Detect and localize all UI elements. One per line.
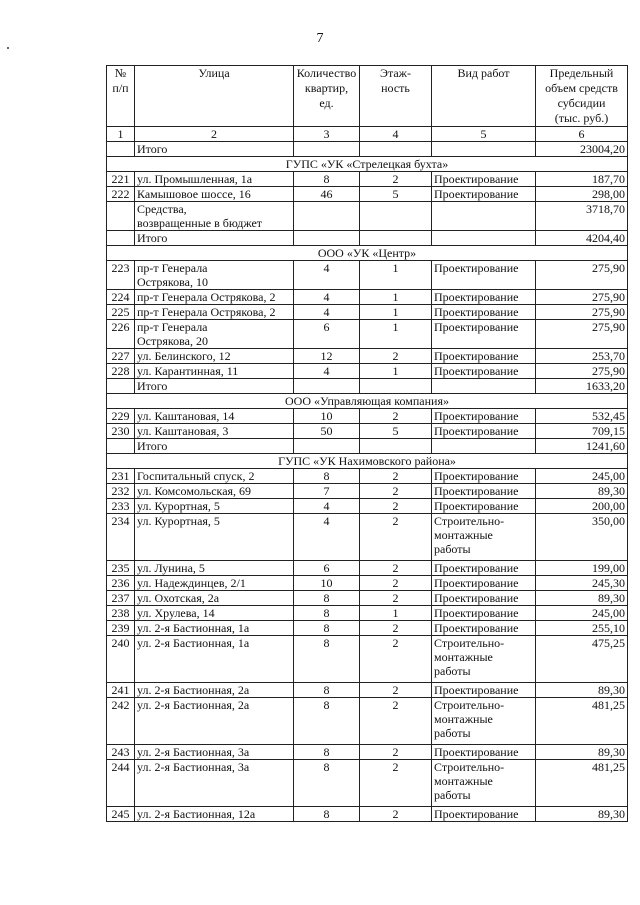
table-row <box>107 409 628 424</box>
page-number: 7 <box>316 31 324 46</box>
row-floors: 2 <box>360 172 432 187</box>
row-amount: 481,25 <box>536 698 628 745</box>
row-number: 223 <box>107 261 135 290</box>
row-street: ул. Каштановая, 3 <box>135 424 294 439</box>
row-floors: 5 <box>360 187 432 202</box>
row-work-type <box>432 142 536 157</box>
row-number: 230 <box>107 424 135 439</box>
row-work-type <box>432 202 536 231</box>
table-row <box>107 290 628 305</box>
row-work-type: Проектирование <box>432 469 536 484</box>
row-work-type: Проектирование <box>432 261 536 290</box>
row-flats <box>294 379 360 394</box>
row-flats: 10 <box>294 576 360 591</box>
row-flats <box>294 142 360 157</box>
row-amount: 275,90 <box>536 305 628 320</box>
row-number: 226 <box>107 320 135 349</box>
total-row <box>107 202 628 231</box>
total-amount: 4204,40 <box>536 231 628 246</box>
scan-edge-mark <box>7 47 9 49</box>
row-street: пр-т Генерала Острякова, 2 <box>135 305 294 320</box>
header-number: № п/п <box>107 66 135 127</box>
row-street: ул. 2-я Бастионная, 12а <box>135 807 294 822</box>
row-number: 222 <box>107 187 135 202</box>
row-flats: 6 <box>294 561 360 576</box>
row-work-type: Проектирование <box>432 499 536 514</box>
row-flats: 8 <box>294 621 360 636</box>
table-row <box>107 305 628 320</box>
table-row <box>107 606 628 621</box>
table-row <box>107 698 628 745</box>
row-floors: 1 <box>360 305 432 320</box>
row-number: 228 <box>107 364 135 379</box>
row-flats: 4 <box>294 290 360 305</box>
row-street: ул. Курортная, 5 <box>135 499 294 514</box>
row-work-type: Проектирование <box>432 409 536 424</box>
row-flats: 4 <box>294 364 360 379</box>
row-amount: 298,00 <box>536 187 628 202</box>
row-floors: 2 <box>360 807 432 822</box>
total-amount: 23004,20 <box>536 142 628 157</box>
row-amount: 275,90 <box>536 261 628 290</box>
row-floors <box>360 142 432 157</box>
row-work-type: Проектирование <box>432 591 536 606</box>
row-floors: 2 <box>360 683 432 698</box>
row-amount: 89,30 <box>536 484 628 499</box>
subsidy-table <box>106 65 628 822</box>
row-flats <box>294 202 360 231</box>
row-flats: 46 <box>294 187 360 202</box>
row-flats: 8 <box>294 760 360 807</box>
header-floors: Этаж- ность <box>360 66 432 127</box>
row-amount: 709,15 <box>536 424 628 439</box>
row-street: ул. 2-я Бастионная, 3а <box>135 760 294 807</box>
table-body <box>107 66 628 822</box>
column-index-cell: 5 <box>432 127 536 142</box>
row-number: 227 <box>107 349 135 364</box>
row-work-type: Проектирование <box>432 807 536 822</box>
table-row <box>107 683 628 698</box>
row-street: ул. Каштановая, 14 <box>135 409 294 424</box>
row-flats: 8 <box>294 591 360 606</box>
row-amount: 350,00 <box>536 514 628 561</box>
total-row <box>107 439 628 454</box>
table-row <box>107 514 628 561</box>
total-label: Средства, возвращенные в бюджет <box>135 202 294 231</box>
row-number <box>107 231 135 246</box>
row-number: 243 <box>107 745 135 760</box>
row-street: ул. 2-я Бастионная, 2а <box>135 698 294 745</box>
row-street: ул. 2-я Бастионная, 1а <box>135 621 294 636</box>
row-street: ул. Комсомольская, 69 <box>135 484 294 499</box>
row-floors: 2 <box>360 745 432 760</box>
column-index-row <box>107 127 628 142</box>
row-work-type: Проектирование <box>432 172 536 187</box>
row-street: ул. Карантинная, 11 <box>135 364 294 379</box>
total-row <box>107 142 628 157</box>
row-street: ул. Белинского, 12 <box>135 349 294 364</box>
table-row <box>107 484 628 499</box>
row-work-type: Проектирование <box>432 305 536 320</box>
row-number: 235 <box>107 561 135 576</box>
row-number: 234 <box>107 514 135 561</box>
table-row <box>107 469 628 484</box>
row-flats: 8 <box>294 683 360 698</box>
row-street: пр-т Генерала Острякова, 2 <box>135 290 294 305</box>
row-number <box>107 379 135 394</box>
organization-name: ООО «Управляющая компания» <box>107 394 628 409</box>
table-row <box>107 261 628 290</box>
row-number: 241 <box>107 683 135 698</box>
row-street: ул. Лунина, 5 <box>135 561 294 576</box>
row-work-type <box>432 379 536 394</box>
row-street: ул. 2-я Бастионная, 1а <box>135 636 294 683</box>
row-flats: 8 <box>294 698 360 745</box>
row-street: ул. Курортная, 5 <box>135 514 294 561</box>
table-row <box>107 621 628 636</box>
row-floors: 2 <box>360 484 432 499</box>
row-work-type: Строительно- монтажные работы <box>432 514 536 561</box>
row-floors: 2 <box>360 636 432 683</box>
row-street: пр-т Генерала Острякова, 10 <box>135 261 294 290</box>
table-row <box>107 424 628 439</box>
row-number: 245 <box>107 807 135 822</box>
organization-row <box>107 454 628 469</box>
row-flats: 12 <box>294 349 360 364</box>
row-flats <box>294 231 360 246</box>
row-amount: 89,30 <box>536 591 628 606</box>
row-floors: 2 <box>360 760 432 807</box>
row-floors: 2 <box>360 698 432 745</box>
row-number: 236 <box>107 576 135 591</box>
row-number: 233 <box>107 499 135 514</box>
total-label: Итого <box>135 231 294 246</box>
row-floors: 1 <box>360 290 432 305</box>
row-number: 237 <box>107 591 135 606</box>
row-number: 224 <box>107 290 135 305</box>
row-flats: 7 <box>294 484 360 499</box>
row-floors: 5 <box>360 424 432 439</box>
table-row <box>107 499 628 514</box>
total-amount: 1633,20 <box>536 379 628 394</box>
row-number <box>107 439 135 454</box>
row-work-type: Строительно- монтажные работы <box>432 636 536 683</box>
total-row <box>107 379 628 394</box>
row-flats: 50 <box>294 424 360 439</box>
row-amount: 275,90 <box>536 364 628 379</box>
column-index-cell: 3 <box>294 127 360 142</box>
row-amount: 475,25 <box>536 636 628 683</box>
row-work-type <box>432 231 536 246</box>
organization-name: ООО «УК «Центр» <box>107 246 628 261</box>
row-floors: 2 <box>360 409 432 424</box>
row-work-type: Строительно- монтажные работы <box>432 760 536 807</box>
total-row <box>107 231 628 246</box>
row-work-type: Проектирование <box>432 290 536 305</box>
table-header-row <box>107 66 628 127</box>
column-index-cell: 1 <box>107 127 135 142</box>
row-street: ул. Хрулева, 14 <box>135 606 294 621</box>
table-row <box>107 187 628 202</box>
row-number: 225 <box>107 305 135 320</box>
row-number: 232 <box>107 484 135 499</box>
row-street: ул. Промышленная, 1а <box>135 172 294 187</box>
row-flats: 4 <box>294 305 360 320</box>
row-flats: 8 <box>294 807 360 822</box>
row-flats: 8 <box>294 745 360 760</box>
row-flats: 4 <box>294 261 360 290</box>
row-amount: 89,30 <box>536 807 628 822</box>
table-row <box>107 745 628 760</box>
row-number: 239 <box>107 621 135 636</box>
row-amount: 275,90 <box>536 320 628 349</box>
organization-name: ГУПС «УК Нахимовского района» <box>107 454 628 469</box>
row-flats: 8 <box>294 172 360 187</box>
row-number: 221 <box>107 172 135 187</box>
row-number: 238 <box>107 606 135 621</box>
header-work-type: Вид работ <box>432 66 536 127</box>
row-flats: 8 <box>294 606 360 621</box>
row-street: ул. 2-я Бастионная, 2а <box>135 683 294 698</box>
column-index-cell: 2 <box>135 127 294 142</box>
row-amount: 199,00 <box>536 561 628 576</box>
row-number <box>107 142 135 157</box>
row-work-type <box>432 439 536 454</box>
row-floors: 2 <box>360 621 432 636</box>
row-work-type: Проектирование <box>432 745 536 760</box>
table-row <box>107 364 628 379</box>
row-floors: 2 <box>360 561 432 576</box>
row-amount: 245,00 <box>536 606 628 621</box>
row-amount: 275,90 <box>536 290 628 305</box>
total-amount: 3718,70 <box>536 202 628 231</box>
row-number <box>107 202 135 231</box>
row-floors <box>360 202 432 231</box>
row-work-type: Строительно- монтажные работы <box>432 698 536 745</box>
row-work-type: Проектирование <box>432 621 536 636</box>
row-street: ул. 2-я Бастионная, 3а <box>135 745 294 760</box>
row-flats: 8 <box>294 636 360 683</box>
row-number: 244 <box>107 760 135 807</box>
table-row <box>107 807 628 822</box>
row-floors: 1 <box>360 606 432 621</box>
row-work-type: Проектирование <box>432 364 536 379</box>
organization-row <box>107 157 628 172</box>
row-work-type: Проектирование <box>432 561 536 576</box>
row-street: пр-т Генерала Острякова, 20 <box>135 320 294 349</box>
row-floors: 2 <box>360 514 432 561</box>
row-street: Госпитальный спуск, 2 <box>135 469 294 484</box>
row-number: 229 <box>107 409 135 424</box>
column-index-cell: 4 <box>360 127 432 142</box>
row-number: 231 <box>107 469 135 484</box>
row-amount: 187,70 <box>536 172 628 187</box>
row-work-type: Проектирование <box>432 320 536 349</box>
row-floors: 2 <box>360 591 432 606</box>
row-work-type: Проектирование <box>432 576 536 591</box>
row-street: Камышовое шоссе, 16 <box>135 187 294 202</box>
row-street: ул. Охотская, 2а <box>135 591 294 606</box>
row-flats: 4 <box>294 514 360 561</box>
row-amount: 89,30 <box>536 745 628 760</box>
header-street: Улица <box>135 66 294 127</box>
row-flats: 6 <box>294 320 360 349</box>
table-row <box>107 591 628 606</box>
row-work-type: Проектирование <box>432 349 536 364</box>
row-amount: 245,00 <box>536 469 628 484</box>
table-row <box>107 172 628 187</box>
total-label: Итого <box>135 439 294 454</box>
row-number: 242 <box>107 698 135 745</box>
organization-row <box>107 394 628 409</box>
row-floors: 2 <box>360 576 432 591</box>
table-row <box>107 320 628 349</box>
row-work-type: Проектирование <box>432 424 536 439</box>
row-amount: 481,25 <box>536 760 628 807</box>
header-flats: Количество квартир, ед. <box>294 66 360 127</box>
column-index-cell: 6 <box>536 127 628 142</box>
row-floors <box>360 439 432 454</box>
row-amount: 255,10 <box>536 621 628 636</box>
row-flats: 4 <box>294 499 360 514</box>
row-floors: 1 <box>360 320 432 349</box>
table-row <box>107 576 628 591</box>
row-street: ул. Надеждинцев, 2/1 <box>135 576 294 591</box>
table-row <box>107 561 628 576</box>
row-flats: 10 <box>294 409 360 424</box>
row-floors: 1 <box>360 261 432 290</box>
table-row <box>107 349 628 364</box>
row-amount: 253,70 <box>536 349 628 364</box>
total-label: Итого <box>135 379 294 394</box>
row-flats: 8 <box>294 469 360 484</box>
row-work-type: Проектирование <box>432 484 536 499</box>
table-row <box>107 636 628 683</box>
header-amount: Предельный объем средств субсидии (тыс. руб.) <box>536 66 628 127</box>
row-work-type: Проектирование <box>432 606 536 621</box>
row-floors <box>360 231 432 246</box>
row-amount: 200,00 <box>536 499 628 514</box>
row-floors: 2 <box>360 469 432 484</box>
row-amount: 89,30 <box>536 683 628 698</box>
table-row <box>107 760 628 807</box>
row-amount: 532,45 <box>536 409 628 424</box>
row-floors: 1 <box>360 364 432 379</box>
row-floors <box>360 379 432 394</box>
row-floors: 2 <box>360 349 432 364</box>
row-number: 240 <box>107 636 135 683</box>
row-flats <box>294 439 360 454</box>
total-label: Итого <box>135 142 294 157</box>
organization-row <box>107 246 628 261</box>
row-amount: 245,30 <box>536 576 628 591</box>
row-work-type: Проектирование <box>432 683 536 698</box>
row-floors: 2 <box>360 499 432 514</box>
row-work-type: Проектирование <box>432 187 536 202</box>
organization-name: ГУПС «УК «Стрелецкая бухта» <box>107 157 628 172</box>
total-amount: 1241,60 <box>536 439 628 454</box>
